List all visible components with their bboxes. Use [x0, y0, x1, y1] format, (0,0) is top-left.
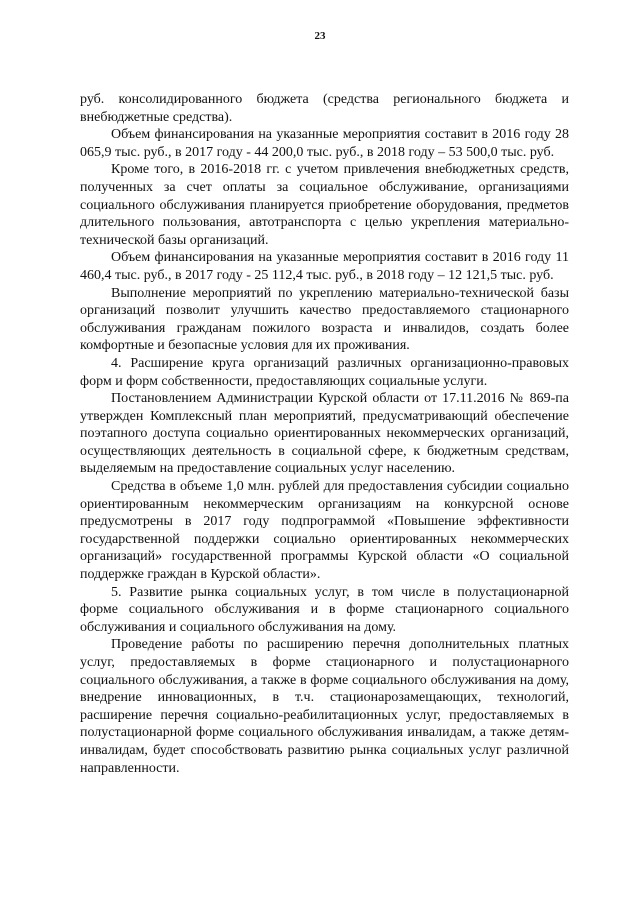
- paragraph-material-base-results: Выполнение мероприятий по укреплению материально-технической базы организаций позволит улучшить качество предоставляемого стационарного обслуживания гражданам пожилого возраста и инвалидов, создать более комфортные и безопасные условия для их проживания.: [80, 285, 569, 354]
- paragraph-subsidy-nko: Средства в объеме 1,0 млн. рублей для предоставления субсидии социально ориентированным некоммерческим организациям на конкурсной основе предусмотрены в 2017 году подпрограммой «Повышение эффективности государственной поддержки социально ориентированных некоммерческих организаций» государственной программы Курской области «О социальной поддержке граждан в Курской области».: [80, 479, 569, 583]
- paragraph-funding-2016-2018: Объем финансирования на указанные мероприятия составит в 2016 году 28 065,9 тыс. руб., в 2017 году - 44 200,0 тыс. руб., в 2018 году – 53 500,0 тыс. руб.: [80, 127, 569, 160]
- paragraph-equipment-funding: Объем финансирования на указанные мероприятия составит в 2016 году 11 460,4 тыс. руб., в 2017 году - 25 112,4 тыс. руб., в 2018 году – 12 121,5 тыс. руб.: [80, 250, 569, 283]
- section-heading-5: 5. Развитие рынка социальных услуг, в том числе в полустационарной форме социального обслуживания и в форме стационарного социального обслуживания и социального обслуживания на дому.: [80, 584, 569, 635]
- document-body: [80, 91, 569, 777]
- paragraph-paid-services: Проведение работы по расширению перечня дополнительных платных услуг, предоставляемых в форме стационарного и полустационарного социального обслуживания, а также в форме социального обслуживания на дому, внедрение инновационных, в т.ч. стационарозамещающих, технологий, расширение перечня социально-реабилитационных услуг, предоставляемых в полустационарной форме социального обслуживания инвалидам, а также детям-инвалидам, будет способствовать развитию рынка социальных услуг различной направленности.: [80, 637, 569, 776]
- paragraph-resolution-869: Постановлением Администрации Курской области от 17.11.2016 № 869-па утвержден Комплексный план мероприятий, предусматривающий обеспечение поэтапного доступа социально ориентированных некоммерческих организаций, осуществляющих деятельность в социальной сфере, к бюджетным средствам, выделяемым на предоставление социальных услуг населению.: [80, 391, 569, 477]
- paragraph-budget-continuation: руб. консолидированного бюджета (средства регионального бюджета и внебюджетные средства).: [80, 92, 569, 125]
- page-number: 23: [314, 30, 326, 42]
- paragraph-extrabudgetary-equipment: Кроме того, в 2016-2018 гг. с учетом привлечения внебюджетных средств, полученных за счет оплаты за социальное обслуживание, организациями социального обслуживания планируется приобретение оборудования, предметов длительного пользования, автотранспорта с целью укрепления материально-технической базы организаций.: [80, 162, 569, 248]
- section-heading-4: 4. Расширение круга организаций различных организационно-правовых форм и форм собственности, предоставляющих социальные услуги.: [80, 355, 569, 389]
